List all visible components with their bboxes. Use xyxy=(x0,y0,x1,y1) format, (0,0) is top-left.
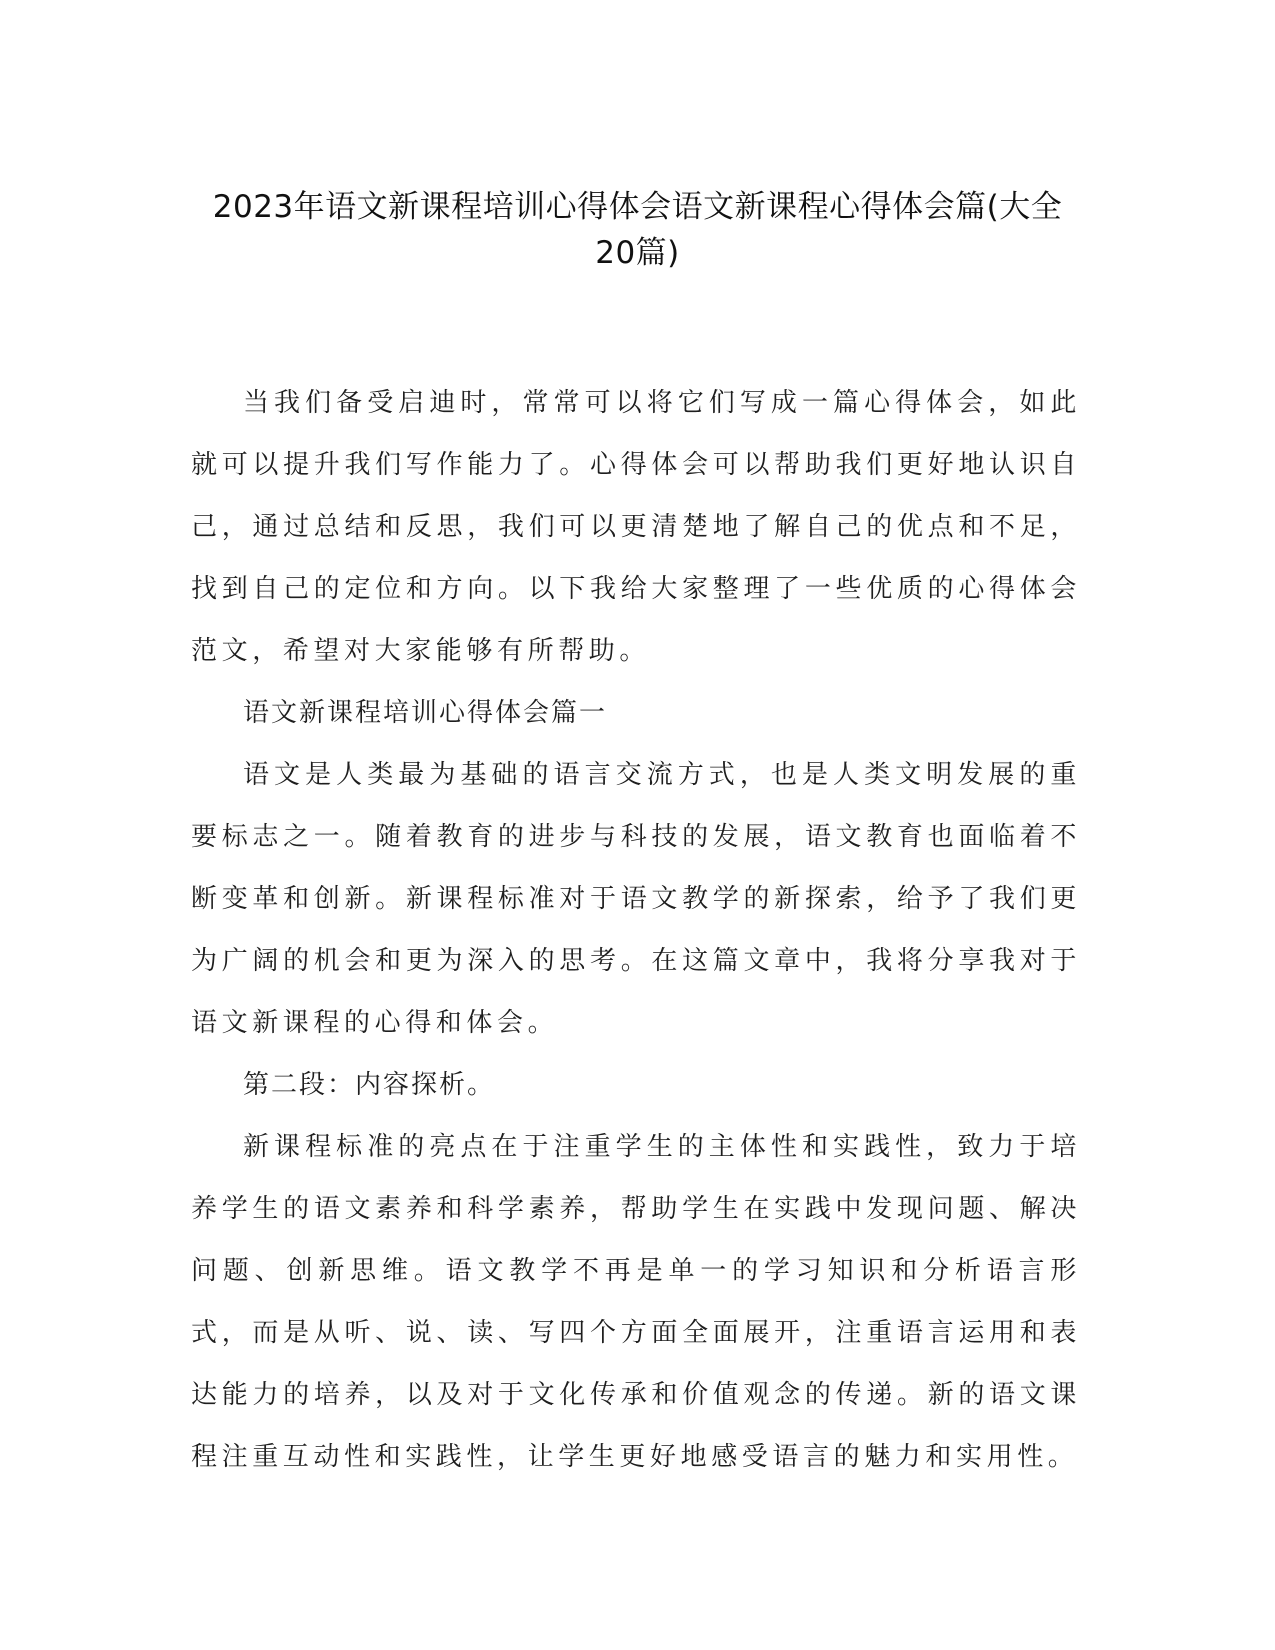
body-paragraph-2: 新课程标准的亮点在于注重学生的主体性和实践性，致力于培养学生的语文素养和科学素养，帮助学生在实践中发现问题、解决问题、创新思维。语文教学不再是单一的学习知识和分析语言形式，而是从听、说、读、写四个方面全面展开，注重语言运用和表达能力的培养，以及对于文化传承和价值观念的传递。新的语文课程注重互动性和实践性，让学生更好地感受语言的魅力和实用性。 xyxy=(191,1132,1081,1472)
section-heading-1: 语文新课程培训心得体会篇一 xyxy=(243,698,608,728)
body-paragraph-1: 语文是人类最为基础的语言交流方式，也是人类文明发展的重要标志之一。随着教育的进步与科技的发展，语文教育也面临着不断变革和创新。新课程标准对于语文教学的新探索，给予了我们更为广阔的机会和更为深入的思考。在这篇文章中，我将分享我对于语文新课程的心得和体会。 xyxy=(191,760,1081,1038)
intro-paragraph: 当我们备受启迪时，常常可以将它们写成一篇心得体会，如此就可以提升我们写作能力了。心得体会可以帮助我们更好地认识自己，通过总结和反思，我们可以更清楚地了解自己的优点和不足，找到自己的定位和方向。以下我给大家整理了一些优质的心得体会范文，希望对大家能够有所帮助。 xyxy=(191,388,1081,666)
document-title-line-1: 2023年语文新课程培训心得体会语文新课程心得体会篇(大全 xyxy=(212,189,1063,225)
document-title xyxy=(170,184,1105,276)
document-title-line-2: 20篇) xyxy=(595,235,680,271)
section-heading-2: 第二段：内容探析。 xyxy=(243,1070,496,1100)
document-body xyxy=(191,372,1081,1488)
